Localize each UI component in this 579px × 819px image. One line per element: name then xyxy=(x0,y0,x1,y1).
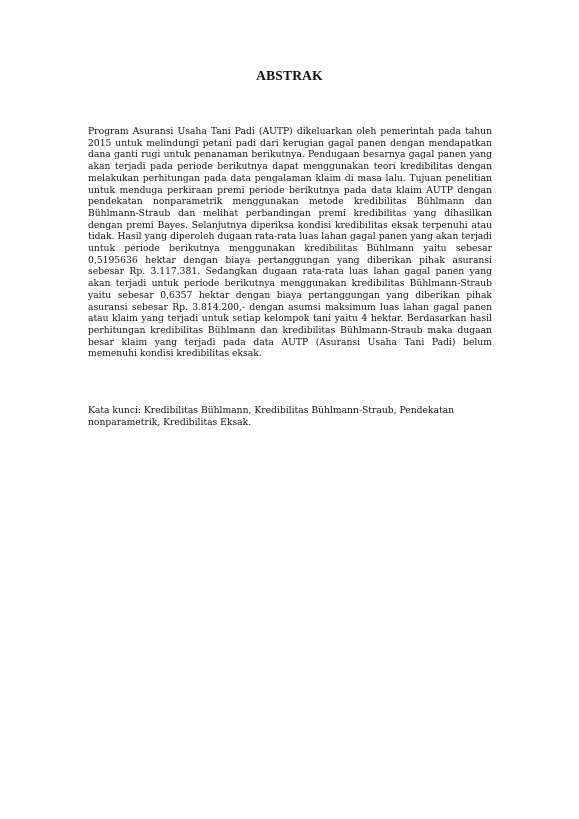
keywords-paragraph: Kata kunci: Kredibilitas Bühlmann, Kredibilitas Bühlmann-Straub, Pendekatan nonparametrik, Kredibilitas Eksak. xyxy=(88,405,455,428)
abstract-title: ABSTRAK xyxy=(256,68,323,83)
abstract-body: Program Asuransi Usaha Tani Padi (AUTP) dikeluarkan oleh pemerintah pada tahun 2015 untuk melindungi petani padi dari kerugian gagal panen dengan mendapatkan dana ganti rugi untuk penanaman berikutnya. Pendugaan besarnya gagal panen yang akan terjadi pada periode berikutnya dapat menggunakan teori kredibilitas dengan melakukan perhitungan pada data pengalaman klaim di masa lalu. Tujuan penelitian untuk menduga perkiraan premi periode berikutnya pada data klaim AUTP dengan pendekatan nonparametrik menggunakan metode kredibilitas Bühlmann dan Bühlmann-Straub dan melihat perbandingan premi kredibilitas yang dihasilkan dengan premi Bayes. Selanjutnya diperiksa kondisi kredibilitas eksak terpenuhi atau tidak. Hasil yang diperoleh dugaan rata-rata luas lahan gagal panen yang akan terjadi untuk periode berikutnya menggunakan kredibilitas Bühlmann yaitu sebesar 0,5195636 hektar dengan biaya pertanggungan yang diberikan pihak asuransi sebesar Rp. 3.117.381. Sedangkan dugaan rata-rata luas lahan gagal panen yang akan terjadi untuk periode berikutnya menggunakan kredibilitas Bühlmann-Straub yaitu sebesar 0,6357 hektar dengan biaya pertanggungan yang diberikan pihak asuransi sebesar Rp. 3.814.200,- dengan asumsi maksimum luas lahan gagal panen atau klaim yang terjadi untuk setiap kelompok tani yaitu 4 hektar. Berdasarkan hasil perhitungan kredibilitas Bühlmann dan kredibilitas Bühlmann-Straub maka dugaan besar klaim yang terjadi pada data AUTP (Asuransi Usaha Tani Padi) belum memenuhi kondisi kredibilitas eksak. xyxy=(88,126,492,360)
